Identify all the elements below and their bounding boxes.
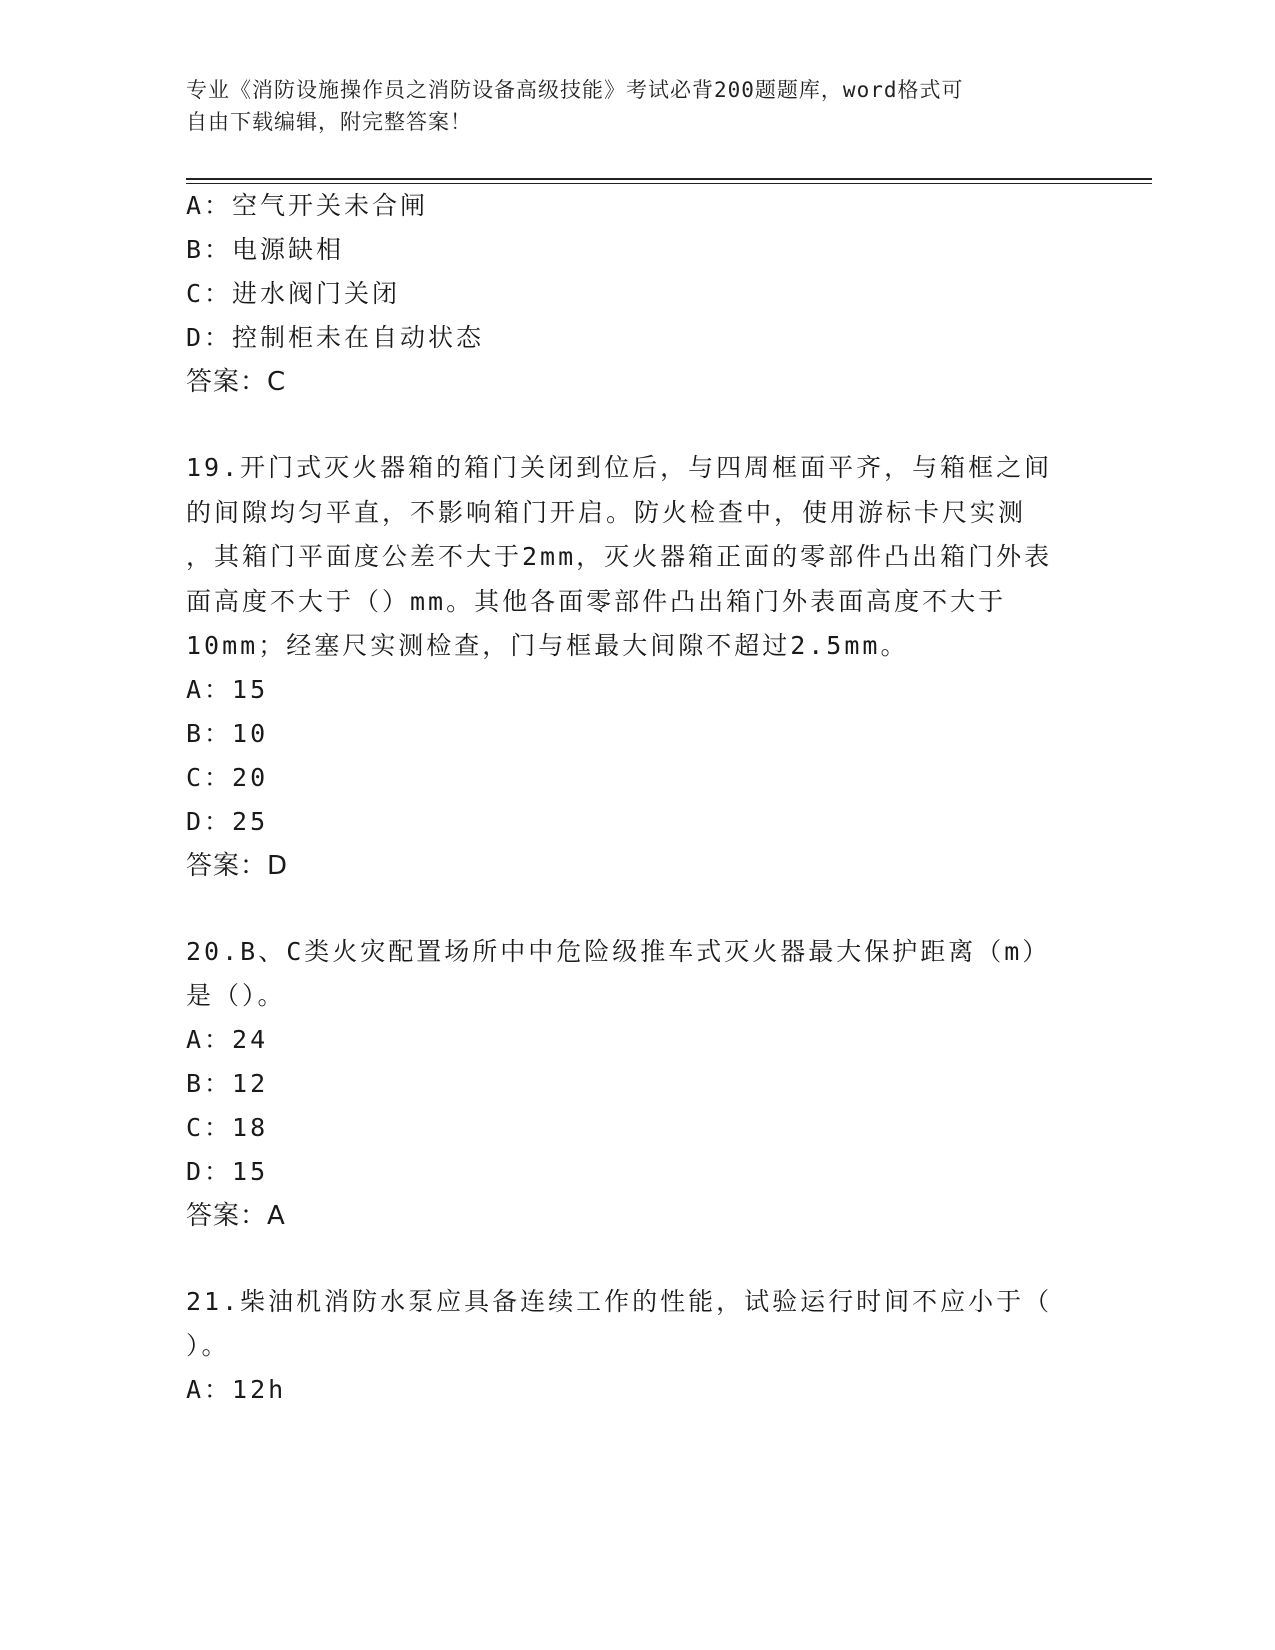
header-divider-thin: [186, 183, 1152, 184]
question-21-line-2: ）。: [186, 1331, 230, 1360]
option-a: A：24: [186, 1025, 269, 1054]
question-20-line-2: 是（）。: [186, 981, 286, 1010]
answer: 答案：A: [186, 1201, 286, 1231]
question-20-line-1: 20.B、C类火灾配置场所中中危险级推车式灭火器最大保护距离（m）: [186, 937, 1051, 966]
question-19-line-5: 10mm；经塞尺实测检查，门与框最大间隙不超过2.5mm。: [186, 631, 909, 660]
option-b: B：10: [186, 719, 269, 748]
question-19-line-2: 的间隙均匀平直，不影响箱门开启。防火检查中，使用游标卡尺实测: [186, 498, 1027, 527]
document-header: [186, 74, 1066, 138]
option-c: C：18: [186, 1113, 269, 1142]
option-d: D：控制柜未在自动状态: [186, 323, 485, 352]
answer: 答案：C: [186, 367, 287, 397]
option-a: A：空气开关未合闸: [186, 191, 429, 220]
header-line-2: 自由下载编辑，附完整答案！: [186, 110, 472, 134]
option-a: A：12h: [186, 1375, 287, 1404]
option-c: C：20: [186, 763, 269, 792]
option-d: D：25: [186, 807, 269, 836]
option-d: D：15: [186, 1157, 269, 1186]
option-a: A：15: [186, 675, 269, 704]
question-21-line-1: 21.柴油机消防水泵应具备连续工作的性能，试验运行时间不应小于（: [186, 1287, 1053, 1316]
header-line-1: 专业《消防设施操作员之消防设备高级技能》考试必背200题题库，word格式可: [186, 78, 964, 102]
answer: 答案：D: [186, 851, 289, 881]
option-c: C：进水阀门关闭: [186, 279, 401, 308]
option-b: B：12: [186, 1069, 269, 1098]
question-19-line-1: 19.开门式灭火器箱的箱门关闭到位后，与四周框面平齐，与箱框之间: [186, 453, 1053, 482]
question-19-line-4: 面高度不大于（）mm。其他各面零部件凸出箱门外表面高度不大于: [186, 587, 1007, 616]
option-b: B：电源缺相: [186, 235, 345, 264]
question-19-line-3: ，其箱门平面度公差不大于2mm，灭火器箱正面的零部件凸出箱门外表: [186, 542, 1053, 571]
header-divider-thick: [186, 178, 1152, 180]
